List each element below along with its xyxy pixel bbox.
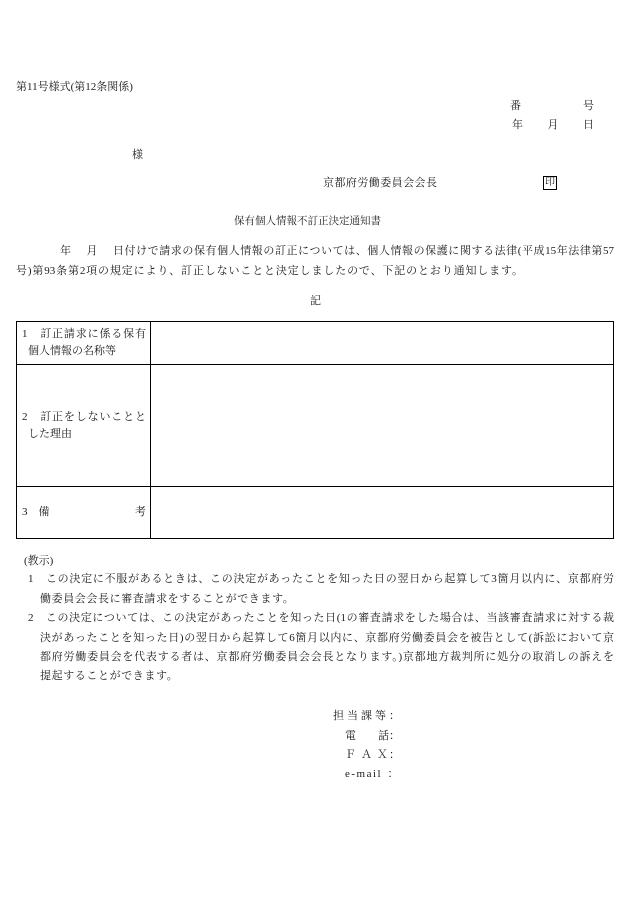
seal-mark: 印 <box>545 177 555 188</box>
body-line-2: 号)第93条第2項の規定により、訂正しないことと決定しましたので、下記のとおり通知します。 <box>16 265 523 277</box>
notice-line-2: 働委員会会長に審査請求をすることができます。 <box>40 593 295 605</box>
table-row-3-label-right: 考 <box>135 506 146 518</box>
table-row-2-label-line-2: した理由 <box>28 427 72 440</box>
table-row-2-label-line-1: 2 訂正をしないことと <box>22 410 146 423</box>
notice-line-5: 都府労働委員会を代表する者は、京都府労働委員会会長となります。)京都地方裁判所に処分の取消しの訴えを <box>40 651 614 663</box>
sender-name: 京都府労働委員会会長 <box>323 177 437 189</box>
document-number-line: 番 号 <box>510 100 594 112</box>
notice-line-1: 1 この決定に不服があるときは、この決定があったことを知った日の翌日から起算して3箇月以内に、京都府労 <box>28 573 614 585</box>
table-row <box>17 487 614 539</box>
details-table <box>16 321 614 539</box>
table-row-3-label <box>17 487 151 539</box>
contact-fax: Ｆ Ａ Ｘ： <box>345 749 400 761</box>
table-row-3-label-line <box>22 504 146 521</box>
table-row-3-value <box>151 487 614 539</box>
contact-department: 担当課等： <box>333 710 400 722</box>
table-row-1-label-line-2: 個人情報の名称等 <box>28 345 116 357</box>
ki-heading: 記 <box>310 295 321 307</box>
notice-line-6: 提起することができます。 <box>40 670 179 682</box>
table-row-3-label-left: 3 備 <box>22 506 50 518</box>
table-row-1-label <box>17 322 151 365</box>
notice-heading: (教示) <box>24 555 54 567</box>
document-date-line: 年 月 日 <box>512 119 594 131</box>
addressee-suffix: 様 <box>132 149 143 161</box>
document-title: 保有個人情報不訂正決定通知書 <box>234 216 381 227</box>
table-row <box>17 322 614 365</box>
table-row-2-value <box>151 365 614 487</box>
contact-email: e-mail： <box>345 768 400 780</box>
table-row-1-value <box>151 322 614 365</box>
table-row <box>17 365 614 487</box>
notice-line-3: 2 この決定については、この決定があったことを知った日(1の審査請求をした場合は、当該審査請求に対する裁 <box>28 612 614 624</box>
body-line-1: 年 月 日付けで請求の保有個人情報の訂正については、個人情報の保護に関する法律(平成15年法律第57 <box>60 245 614 257</box>
contact-phone: 電 話： <box>345 730 400 742</box>
form-number: 第11号様式(第12条関係) <box>16 81 133 93</box>
table-row-1-label-line-1: 1 訂正請求に係る保有 <box>22 328 146 340</box>
notice-line-4: 決があったことを知った日)の翌日から起算して6箇月以内に、京都府労働委員会を被告として(訴訟において京 <box>40 632 614 644</box>
table-row-2-label <box>17 365 151 487</box>
